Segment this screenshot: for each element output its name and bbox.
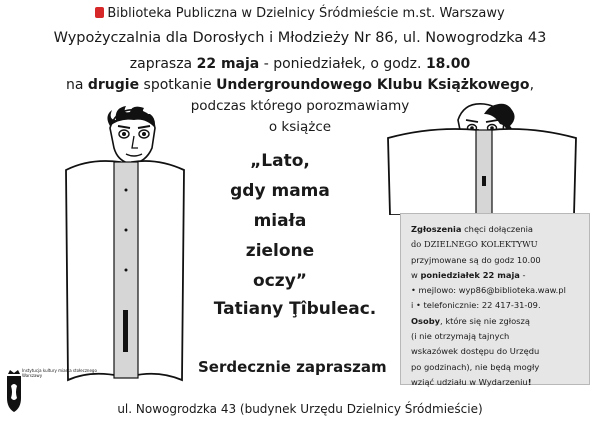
event-time: 18.00 [425,56,471,72]
discussion-line: podczas którego porozmawiamy [190,98,410,114]
email-contact: • mejlowo: wyp86@biblioteka.waw.pl [411,285,566,296]
branch-line: Wypożyczalnia dla Dorosłych i Młodzieży Nr 86, ul. Nowogrodzka 43 [53,30,547,46]
footer-address: ul. Nowogrodzka 43 (budynek Urzędu Dzielnicy Śródmieście) [117,402,483,416]
reader-right-illustration [380,100,585,215]
date-line: zaprasza 22 maja - poniedziałek, o godz. 18.00 [129,56,471,72]
library-logo-icon [95,7,104,18]
about-line: o książce [268,119,332,135]
city-institution-label: Instytucja kultury miasta stołecznego Warszawy [22,368,97,378]
registration-info-box: Zgłoszenia chęci dołączenia do DZIELNEGO KOLEKTYWU przyjmowane są do godz 10.00 w poniedziałek 22 maja - • mejlowo: wyp86@biblioteka.waw.pl i • telefonicznie: 22 417-31-09. Osoby, które się nie zgłoszą (i nie otrzymają tajnych wskazówek dostępu do Urzędu po godzinach), nie będą mogły wziąć udziału w Wydarzeniu! [400,213,590,385]
invitation-text: Serdecznie zapraszam [198,358,387,376]
reader-left-illustration [60,100,190,390]
phone-contact: i • telefonicznie: 22 417-31-09. [411,300,541,311]
organizer-line: Biblioteka Publiczna w Dzielnicy Śródmieście m.st. Warszawy [0,6,600,21]
club-name: Undergroundowego Klubu Książkowego [216,77,530,93]
book-title: „Lato, gdy mama miała zielone oczy” [230,151,330,291]
meeting-line: na drugie spotkanie Undergroundowego Klubu Książkowego, [65,77,535,93]
book-author: Tatiany Ţîbuleac. [213,299,377,319]
warsaw-crest-icon [5,368,23,418]
event-date: 22 maja [196,56,260,72]
